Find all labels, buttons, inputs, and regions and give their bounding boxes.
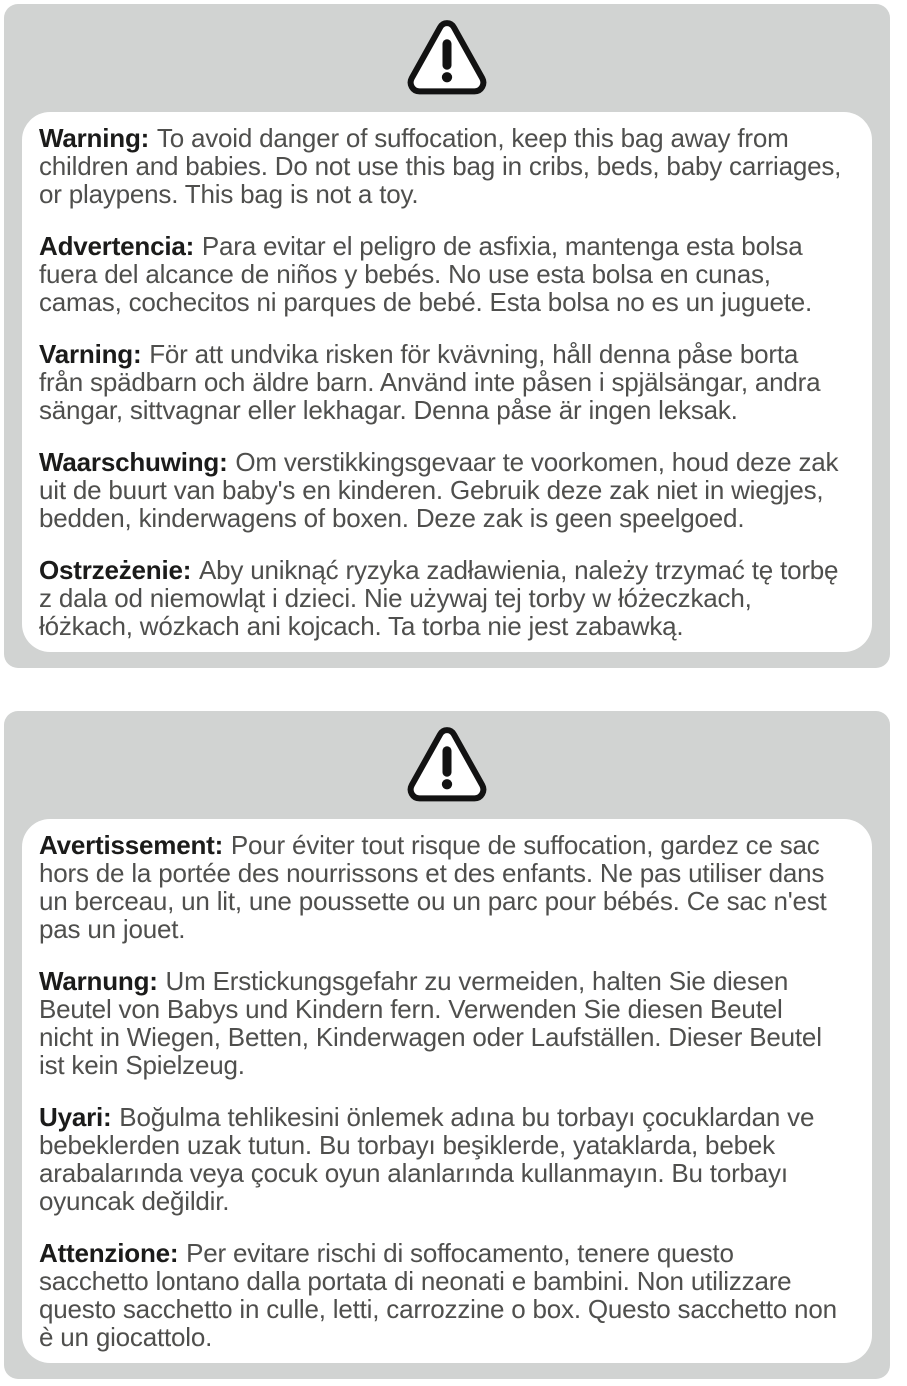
- warning-panel-1: [4, 4, 890, 668]
- warning-paragraph-pl: [39, 556, 842, 640]
- warning-language-label: Varning:: [39, 339, 142, 369]
- warning-language-label: Advertencia:: [39, 231, 195, 261]
- warning-language-label: Warnung:: [39, 966, 158, 996]
- warning-language-label: Attenzione:: [39, 1238, 179, 1268]
- warning-paragraph-fr: [39, 831, 842, 943]
- warning-text: Pour éviter tout risque de suffocation, gardez ce sac hors de la portée des nourrissons et des enfants. Ne pas utiliser dans un berceau, un lit, une poussette ou un parc pour bébés. Ce sac n'est pas un jouet.: [39, 830, 827, 944]
- warning-panel-2: [4, 711, 890, 1379]
- warning-text: Boğulma tehlikesini önlemek adına bu torbayı çocuklardan ve bebeklerden uzak tutun. Bu torbayı beşiklerde, yataklarda, bebek arabalarında veya çocuk oyun alanlarında kullanmayın. Bu torbayı oyuncak değildir.: [39, 1102, 815, 1216]
- warning-language-label: Avertissement:: [39, 830, 224, 860]
- warning-paragraph-nl: [39, 448, 842, 532]
- warning-paragraph-en: [39, 124, 842, 208]
- warning-language-label: Waarschuwing:: [39, 447, 228, 477]
- warning-text: Um Erstickungsgefahr zu vermeiden, halten Sie diesen Beutel von Babys und Kindern fern. Verwenden Sie diesen Beutel nicht in Wiegen, Betten, Kinderwagen oder Laufställen. Dieser Beutel ist kein Spielzeug.: [39, 966, 822, 1080]
- warning-text: Per evitare rischi di soffocamento, tenere questo sacchetto lontano dalla portata di neonati e bambini. Non utilizzare questo sacchetto in culle, letti, carrozzine o box. Questo sacchetto non è un giocattolo.: [39, 1238, 837, 1352]
- warning-paragraph-sv: [39, 340, 842, 424]
- warning-language-label: Ostrzeżenie:: [39, 555, 192, 585]
- warning-paragraph-it: [39, 1239, 842, 1351]
- warning-paragraph-es: [39, 232, 842, 316]
- exclamation-dot: [442, 779, 452, 789]
- warning-text-box-1: [22, 112, 872, 652]
- warning-paragraph-tr: [39, 1103, 842, 1215]
- warning-triangle-icon: [404, 18, 490, 97]
- warning-paragraph-de: [39, 967, 842, 1079]
- warning-text: Para evitar el peligro de asfixia, mantenga esta bolsa fuera del alcance de niños y bebés. No use esta bolsa en cunas, camas, cochecitos ni parques de bebé. Esta bolsa no es un juguete.: [39, 231, 813, 317]
- warning-language-label: Warning:: [39, 123, 150, 153]
- exclamation-dot: [442, 72, 452, 82]
- warning-text-box-2: [22, 819, 872, 1363]
- warning-text: To avoid danger of suffocation, keep this bag away from children and babies. Do not use this bag in cribs, beds, baby carriages, or playpens. This bag is not a toy.: [39, 123, 842, 209]
- warning-text: Om verstikkingsgevaar te voorkomen, houd deze zak uit de buurt van baby's en kinderen. Gebruik deze zak niet in wiegjes, bedden, kinderwagens of boxen. Deze zak is geen speelgoed.: [39, 447, 839, 533]
- warning-text: För att undvika risken för kvävning, håll denna påse borta från spädbarn och äldre barn. Använd inte påsen i spjälsängar, andra sängar, sittvagnar eller lekhagar. Denna påse är ingen leksak.: [39, 339, 821, 425]
- warning-triangle-icon: [404, 725, 490, 804]
- warning-language-label: Uyari:: [39, 1102, 112, 1132]
- warning-text: Aby uniknąć ryzyka zadławienia, należy trzymać tę torbę z dala od niemowląt i dzieci. Nie używaj tej torby w łóżeczkach, łóżkach, wózkach ani kojcach. Ta torba nie jest zabawką.: [39, 555, 839, 641]
